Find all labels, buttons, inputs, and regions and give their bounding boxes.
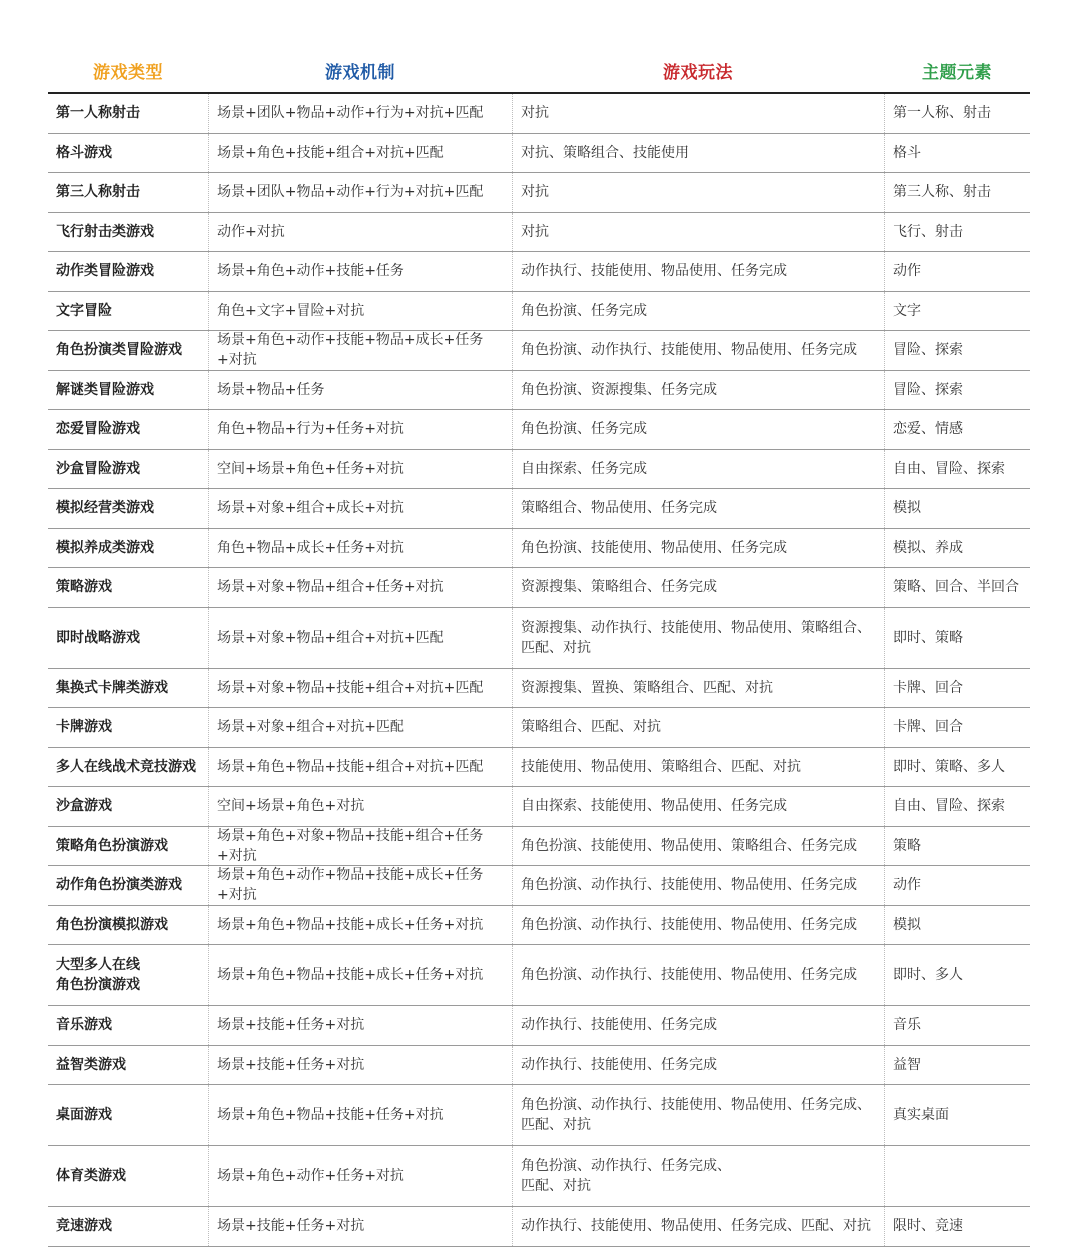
table-row [48, 1085, 1030, 1146]
cell-game-type: 体育类游戏 [56, 1168, 126, 1184]
cell-game-type: 解谜类冒险游戏 [56, 381, 154, 398]
cell-game-type: 卡牌游戏 [56, 719, 112, 736]
table-row [48, 410, 1030, 450]
cell-theme: 动作 [884, 866, 1030, 905]
table-row [48, 489, 1030, 529]
table-row [48, 945, 1030, 1006]
cell-gameplay: 角色扮演、动作执行、技能使用、物品使用、任务完成 [512, 906, 884, 945]
cell-game-type: 策略游戏 [56, 579, 112, 596]
cell-mechanism: 场景+角色+动作+任务+对抗 [208, 1146, 512, 1206]
cell-theme: 限时、竞速 [884, 1207, 1030, 1246]
table-row [48, 866, 1030, 906]
table-row [48, 906, 1030, 946]
table-row [48, 1046, 1030, 1086]
cell-game-type: 益智类游戏 [56, 1056, 126, 1073]
cell-mechanism: 角色+物品+行为+任务+对抗 [208, 410, 512, 449]
cell-game-type: 多人在线战术竞技游戏 [56, 758, 196, 775]
cell-gameplay: 动作执行、技能使用、物品使用、任务完成、匹配、对抗 [512, 1207, 884, 1246]
cell-theme: 益智 [884, 1046, 1030, 1085]
cell-mechanism: 场景+角色+技能+组合+对抗+匹配 [208, 134, 512, 173]
cell-theme: 卡牌、回合 [884, 669, 1030, 708]
table-row [48, 787, 1030, 827]
table-row [48, 529, 1030, 569]
cell-mechanism: 场景+技能+任务+对抗 [208, 1207, 512, 1246]
cell-game-type: 格斗游戏 [56, 144, 112, 161]
cell-theme: 恋爱、情感 [884, 410, 1030, 449]
cell-game-type: 飞行射击类游戏 [56, 223, 154, 240]
cell-gameplay: 动作执行、技能使用、任务完成 [512, 1046, 884, 1085]
cell-theme: 文字 [884, 292, 1030, 331]
cell-gameplay: 策略组合、物品使用、任务完成 [512, 489, 884, 528]
cell-theme: 自由、冒险、探索 [884, 787, 1030, 826]
cell-mechanism: 场景+角色+物品+技能+成长+任务+对抗 [208, 945, 512, 1005]
header-game-mechanism: 游戏机制 [325, 62, 395, 83]
cell-theme: 模拟 [884, 906, 1030, 945]
cell-game-type: 大型多人在线 角色扮演游戏 [56, 957, 140, 993]
cell-mechanism: 场景+对象+组合+对抗+匹配 [208, 708, 512, 747]
cell-mechanism: 角色+文字+冒险+对抗 [208, 292, 512, 331]
cell-gameplay: 角色扮演、动作执行、技能使用、物品使用、任务完成 [512, 331, 884, 370]
table-row [48, 213, 1030, 253]
cell-theme: 第一人称、射击 [884, 94, 1030, 133]
table-body [48, 94, 1030, 1247]
table-row [48, 1146, 1030, 1207]
cell-theme: 音乐 [884, 1006, 1030, 1045]
cell-mechanism: 场景+团队+物品+动作+行为+对抗+匹配 [208, 94, 512, 133]
table-row [48, 1207, 1030, 1247]
table-row [48, 292, 1030, 332]
cell-theme: 自由、冒险、探索 [884, 450, 1030, 489]
cell-mechanism: 场景+角色+动作+技能+任务 [208, 252, 512, 291]
cell-game-type: 动作类冒险游戏 [56, 263, 154, 280]
cell-gameplay: 角色扮演、任务完成 [512, 410, 884, 449]
cell-gameplay: 资源搜集、置换、策略组合、匹配、对抗 [512, 669, 884, 708]
cell-game-type: 角色扮演模拟游戏 [56, 916, 168, 933]
cell-theme: 第三人称、射击 [884, 173, 1030, 212]
cell-game-type: 音乐游戏 [56, 1017, 112, 1034]
cell-game-type: 集换式卡牌类游戏 [56, 679, 168, 696]
cell-mechanism: 场景+角色+对象+物品+技能+组合+任务+对抗 [208, 827, 512, 866]
table-row [48, 568, 1030, 608]
cell-mechanism: 动作+对抗 [208, 213, 512, 252]
table-row [48, 748, 1030, 788]
cell-theme: 卡牌、回合 [884, 708, 1030, 747]
cell-game-type: 第一人称射击 [56, 105, 140, 122]
cell-gameplay: 角色扮演、技能使用、物品使用、策略组合、任务完成 [512, 827, 884, 866]
cell-theme: 格斗 [884, 134, 1030, 173]
cell-game-type: 第三人称射击 [56, 184, 140, 201]
cell-theme: 冒险、探索 [884, 331, 1030, 370]
cell-theme: 模拟 [884, 489, 1030, 528]
table-row [48, 450, 1030, 490]
cell-gameplay: 角色扮演、任务完成 [512, 292, 884, 331]
cell-mechanism: 场景+角色+物品+技能+组合+对抗+匹配 [208, 748, 512, 787]
table-row [48, 608, 1030, 669]
cell-mechanism: 场景+对象+组合+成长+对抗 [208, 489, 512, 528]
cell-game-type: 即时战略游戏 [56, 629, 140, 646]
header-game-type: 游戏类型 [93, 62, 163, 83]
cell-mechanism: 角色+物品+成长+任务+对抗 [208, 529, 512, 568]
cell-gameplay: 资源搜集、动作执行、技能使用、物品使用、策略组合、 匹配、对抗 [512, 608, 884, 668]
cell-game-type: 文字冒险 [56, 302, 112, 319]
cell-theme [884, 1146, 1030, 1206]
cell-game-type: 模拟养成类游戏 [56, 539, 154, 556]
cell-game-type: 角色扮演类冒险游戏 [56, 342, 182, 359]
cell-gameplay: 资源搜集、策略组合、任务完成 [512, 568, 884, 607]
cell-theme: 飞行、射击 [884, 213, 1030, 252]
table-row [48, 371, 1030, 411]
cell-gameplay: 角色扮演、技能使用、物品使用、任务完成 [512, 529, 884, 568]
cell-gameplay: 自由探索、技能使用、物品使用、任务完成 [512, 787, 884, 826]
cell-theme: 模拟、养成 [884, 529, 1030, 568]
cell-theme: 即时、策略、多人 [884, 748, 1030, 787]
cell-gameplay: 角色扮演、动作执行、任务完成、 匹配、对抗 [512, 1146, 884, 1206]
cell-game-type: 动作角色扮演类游戏 [56, 877, 182, 894]
cell-mechanism: 场景+团队+物品+动作+行为+对抗+匹配 [208, 173, 512, 212]
table-row [48, 134, 1030, 174]
cell-mechanism: 场景+对象+物品+技能+组合+对抗+匹配 [208, 669, 512, 708]
table-row [48, 94, 1030, 134]
table-row [48, 1006, 1030, 1046]
cell-theme: 即时、多人 [884, 945, 1030, 1005]
cell-theme: 策略 [884, 827, 1030, 866]
cell-game-type: 桌面游戏 [56, 1107, 112, 1123]
cell-gameplay: 自由探索、任务完成 [512, 450, 884, 489]
table-row [48, 708, 1030, 748]
table-row [48, 331, 1030, 371]
table-row [48, 669, 1030, 709]
cell-game-type: 策略角色扮演游戏 [56, 837, 168, 854]
cell-gameplay: 角色扮演、资源搜集、任务完成 [512, 371, 884, 410]
cell-gameplay: 对抗 [512, 213, 884, 252]
table-row [48, 173, 1030, 213]
cell-gameplay: 策略组合、匹配、对抗 [512, 708, 884, 747]
table-row [48, 252, 1030, 292]
cell-mechanism: 场景+角色+物品+技能+成长+任务+对抗 [208, 906, 512, 945]
cell-theme: 真实桌面 [884, 1085, 1030, 1145]
cell-theme: 冒险、探索 [884, 371, 1030, 410]
cell-gameplay: 技能使用、物品使用、策略组合、匹配、对抗 [512, 748, 884, 787]
cell-gameplay: 动作执行、技能使用、任务完成 [512, 1006, 884, 1045]
cell-mechanism: 场景+角色+动作+技能+物品+成长+任务+对抗 [208, 331, 512, 370]
cell-mechanism: 空间+场景+角色+任务+对抗 [208, 450, 512, 489]
cell-game-type: 竞速游戏 [56, 1218, 112, 1235]
cell-mechanism: 场景+技能+任务+对抗 [208, 1046, 512, 1085]
cell-gameplay: 角色扮演、动作执行、技能使用、物品使用、任务完成、 匹配、对抗 [512, 1085, 884, 1145]
cell-game-type: 沙盒冒险游戏 [56, 460, 140, 477]
cell-theme: 策略、回合、半回合 [884, 568, 1030, 607]
cell-gameplay: 对抗 [512, 94, 884, 133]
cell-gameplay: 对抗、策略组合、技能使用 [512, 134, 884, 173]
cell-gameplay: 角色扮演、动作执行、技能使用、物品使用、任务完成 [512, 945, 884, 1005]
cell-mechanism: 场景+技能+任务+对抗 [208, 1006, 512, 1045]
cell-gameplay: 角色扮演、动作执行、技能使用、物品使用、任务完成 [512, 866, 884, 905]
cell-mechanism: 场景+对象+物品+组合+任务+对抗 [208, 568, 512, 607]
cell-mechanism: 场景+对象+物品+组合+对抗+匹配 [208, 608, 512, 668]
cell-mechanism: 空间+场景+角色+对抗 [208, 787, 512, 826]
cell-mechanism: 场景+物品+任务 [208, 371, 512, 410]
cell-mechanism: 场景+角色+动作+物品+技能+成长+任务+对抗 [208, 866, 512, 905]
cell-theme: 即时、策略 [884, 608, 1030, 668]
cell-game-type: 恋爱冒险游戏 [56, 421, 140, 438]
cell-gameplay: 对抗 [512, 173, 884, 212]
table-row [48, 827, 1030, 867]
header-theme-elements: 主题元素 [922, 62, 992, 83]
cell-game-type: 沙盒游戏 [56, 798, 112, 815]
game-genre-table [48, 48, 1030, 1247]
header-gameplay: 游戏玩法 [663, 62, 733, 83]
table-header [48, 48, 1030, 94]
cell-game-type: 模拟经营类游戏 [56, 500, 154, 517]
cell-mechanism: 场景+角色+物品+技能+任务+对抗 [208, 1085, 512, 1145]
cell-gameplay: 动作执行、技能使用、物品使用、任务完成 [512, 252, 884, 291]
cell-theme: 动作 [884, 252, 1030, 291]
